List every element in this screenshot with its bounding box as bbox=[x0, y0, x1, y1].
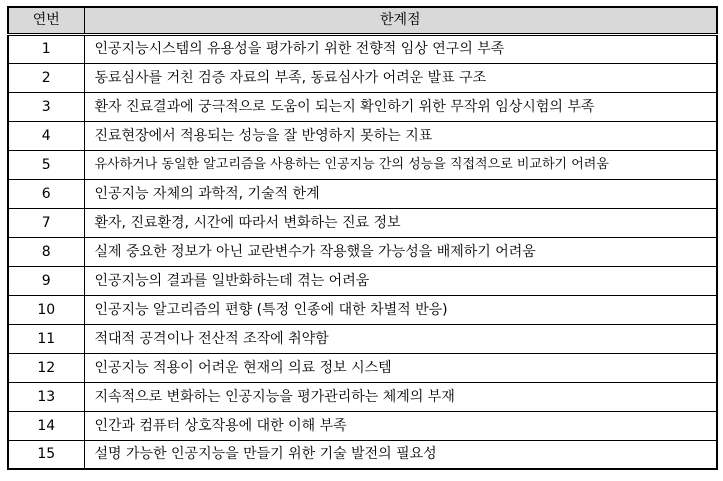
row-number: 2 bbox=[8, 63, 84, 92]
table-row bbox=[8, 208, 717, 237]
table-row bbox=[8, 121, 717, 150]
row-limitation: 설명 가능한 인공지능을 만들기 위한 기술 발전의 필요성 bbox=[84, 440, 717, 469]
table-row bbox=[8, 266, 717, 295]
limitations-table-container bbox=[7, 6, 716, 470]
row-limitation: 지속적으로 변화하는 인공지능을 평가관리하는 체계의 부재 bbox=[84, 382, 717, 411]
row-limitation: 진료현장에서 적용되는 성능을 잘 반영하지 못하는 지표 bbox=[84, 121, 717, 150]
table-row bbox=[8, 353, 717, 382]
table-row bbox=[8, 324, 717, 353]
table-row bbox=[8, 150, 717, 179]
row-limitation: 실제 중요한 정보가 아닌 교란변수가 작용했을 가능성을 배제하기 어려움 bbox=[84, 237, 717, 266]
row-limitation: 인간과 컴퓨터 상호작용에 대한 이해 부족 bbox=[84, 411, 717, 440]
row-number: 5 bbox=[8, 150, 84, 179]
table-row bbox=[8, 237, 717, 266]
header-limitation: 한계점 bbox=[84, 7, 717, 34]
row-number: 15 bbox=[8, 440, 84, 469]
header-number: 연번 bbox=[8, 7, 84, 34]
table-row bbox=[8, 382, 717, 411]
row-number: 8 bbox=[8, 237, 84, 266]
row-limitation: 인공지능 알고리즘의 편향 (특정 인종에 대한 차별적 반응) bbox=[84, 295, 717, 324]
table-row bbox=[8, 440, 717, 469]
limitations-table bbox=[7, 6, 718, 470]
table-row bbox=[8, 179, 717, 208]
row-number: 3 bbox=[8, 92, 84, 121]
row-limitation: 인공지능의 결과를 일반화하는데 겪는 어려움 bbox=[84, 266, 717, 295]
row-number: 10 bbox=[8, 295, 84, 324]
table-header-row bbox=[8, 7, 717, 34]
table-row bbox=[8, 34, 717, 63]
table-row bbox=[8, 92, 717, 121]
row-number: 11 bbox=[8, 324, 84, 353]
row-number: 1 bbox=[8, 34, 84, 63]
row-limitation: 환자 진료결과에 궁극적으로 도움이 되는지 확인하기 위한 무작위 임상시험의 부족 bbox=[84, 92, 717, 121]
row-number: 4 bbox=[8, 121, 84, 150]
row-number: 14 bbox=[8, 411, 84, 440]
row-limitation: 인공지능 자체의 과학적, 기술적 한계 bbox=[84, 179, 717, 208]
row-number: 7 bbox=[8, 208, 84, 237]
row-limitation: 적대적 공격이나 전산적 조작에 취약함 bbox=[84, 324, 717, 353]
row-limitation: 인공지능시스템의 유용성을 평가하기 위한 전향적 임상 연구의 부족 bbox=[84, 34, 717, 63]
row-number: 6 bbox=[8, 179, 84, 208]
row-limitation: 인공지능 적용이 어려운 현재의 의료 정보 시스템 bbox=[84, 353, 717, 382]
row-number: 13 bbox=[8, 382, 84, 411]
table-row bbox=[8, 411, 717, 440]
row-limitation: 환자, 진료환경, 시간에 따라서 변화하는 진료 정보 bbox=[84, 208, 717, 237]
row-limitation: 동료심사를 거친 검증 자료의 부족, 동료심사가 어려운 발표 구조 bbox=[84, 63, 717, 92]
row-number: 9 bbox=[8, 266, 84, 295]
table-row bbox=[8, 63, 717, 92]
row-limitation: 유사하거나 동일한 알고리즘을 사용하는 인공지능 간의 성능을 직접적으로 비교하기 어려움 bbox=[84, 150, 717, 179]
row-number: 12 bbox=[8, 353, 84, 382]
table-row bbox=[8, 295, 717, 324]
